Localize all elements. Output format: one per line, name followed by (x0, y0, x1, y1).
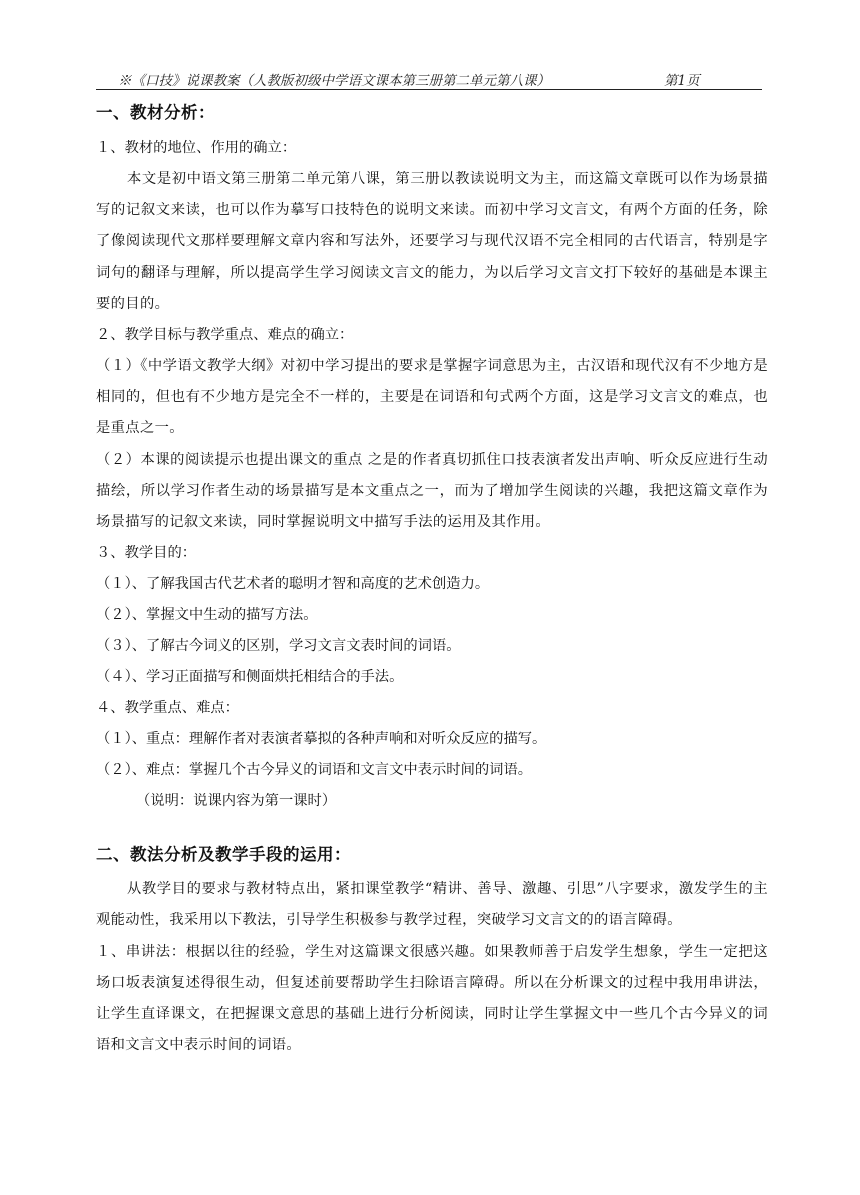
goal-item: （２）、掌握文中生动的描写方法。 (96, 607, 318, 624)
item2-paragraph-1: （１）《中学语文教学大纲》对初中学习提出的要求是掌握字词意思为主，古汉语和现代汉有不少地方是相同的，但也有不少地方是完全不一样的，主要是在词语和句式两个方面，这是学习文言文的难点，也是重点之一。 (96, 358, 768, 437)
page-number: 第1页 (664, 73, 700, 89)
item2-paragraph-2: （２）本课的阅读提示也提出课文的重点 之是的作者真切抓住口技表演者发出声响、听众反应进行生动描绘，所以学习作者生动的场景描写是本文重点之一，而为了增加学生阅读的兴趣，我把这篇文章作为场景描写的记叙文来读，同时掌握说明文中描写手法的运用及其作用。 (96, 451, 768, 531)
document-body (96, 100, 768, 1061)
note: （说明：说课内容为第一课时） (136, 793, 337, 810)
item1-title: １、教材的地位、作用的确立： (96, 140, 297, 156)
goal-item: （３）、了解古今词义的区别，学习文言文表时间的词语。 (96, 638, 461, 655)
goal-item: （４）、学习正面描写和侧面烘托相结合的手法。 (96, 669, 404, 686)
section2-heading: 二、教法分析及教学手段的运用： (96, 845, 351, 865)
goal-item: （１）、了解我国古代艺术者的聪明才智和高度的艺术创造力。 (96, 576, 490, 593)
difficult-point: （２）、难点：掌握几个古今异义的词语和文言文中表示时间的词语。 (96, 762, 533, 779)
method1-paragraph: １、串讲法：根据以往的经验，学生对这篇课文很感兴趣。如果教师善于启发学生想象，学生一定把这场口坂表演复述得很生动，但复述前要帮助学生扫除语言障碍。所以在分析课文的过程中我用串讲法，让学生直译课文，在把握课文意思的基础上进行分析阅读，同时让学生掌握文中一些几个古今异义的词语和文言文中表示时间的词语。 (96, 943, 768, 1054)
key-point: （１）、重点：理解作者对表演者摹拟的各种声响和对听众反应的描写。 (96, 731, 547, 748)
item1-paragraph: 本文是初中语文第三册第二单元第八课，第三册以教读说明文为主，而这篇文章既可以作为场景描写的记叙文来读，也可以作为摹写口技特色的说明文来读。而初中学习文言文，有两个方面的任务，除了像阅读现代文那样要理解文章内容和写法外，还要学习与现代汉语不完全相同的古代语言，特别是字词句的翻译与理解，所以提高学生学习阅读文言文的能力，为以后学习文言文打下较好的基础是本课主要的目的。 (96, 171, 768, 312)
item2-title: ２、教学目标与教学重点、难点的确立： (96, 327, 354, 344)
page-header (96, 69, 762, 90)
section2-intro: 从教学目的要求与教材特点出，紧扣课堂教学“精讲、善导、激趣、引思”八字要求，激发学生的主观能动性，我采用以下教法，引导学生积极参与教学过程，突破学习文言文的的语言障碍。 (96, 881, 768, 929)
section1-heading: 一、教材分析： (96, 103, 215, 122)
header-title: ※《口技》说课教案（人教版初级中学语文课本第三册第二单元第八课） (118, 73, 550, 89)
item3-title: ３、教学目的： (96, 545, 197, 562)
item4-title: ４、教学重点、难点： (96, 700, 239, 717)
